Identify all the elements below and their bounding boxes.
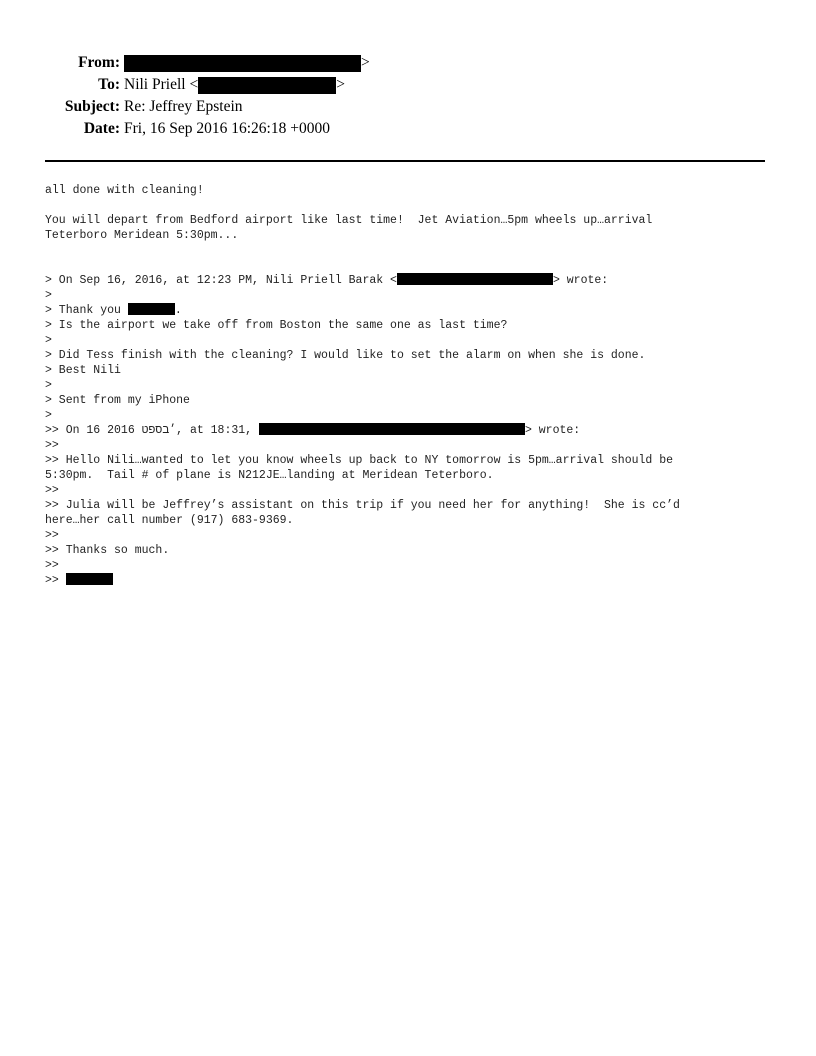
- quote-text: .: [174, 304, 182, 317]
- subject-label: Subject:: [64, 98, 120, 115]
- nested-quote-header-text: >> On 16 2016 ׳בספט, at 18:31,: [45, 424, 259, 437]
- nested-quoted-line: >> Hello Nili…wanted to let you know wheels up back to NY tomorrow is 5pm…arrival should be: [45, 454, 674, 467]
- redaction-block: [124, 55, 361, 72]
- from-row: [0, 52, 370, 74]
- redaction-block: [66, 573, 113, 585]
- nested-quoted-line: here…her call number (917) 683-9369.: [45, 514, 294, 527]
- subject-value: Re: Jeffrey Epstein: [124, 98, 243, 115]
- nested-quoted-line: >>: [45, 439, 59, 452]
- email-header: [0, 52, 370, 140]
- nested-quoted-line: >>: [45, 484, 59, 497]
- nested-quoted-line: 5:30pm. Tail # of plane is N212JE…landing at Meridean Teterboro.: [45, 469, 494, 482]
- email-body: [45, 183, 775, 588]
- redaction-block: [397, 273, 553, 285]
- nested-quoted-line: [45, 423, 775, 438]
- quoted-line: > Sent from my iPhone: [45, 394, 190, 407]
- to-row: [0, 74, 370, 96]
- redaction-block: [259, 423, 525, 435]
- subject-row: [0, 96, 370, 118]
- nested-quoted-line: >>: [45, 559, 59, 572]
- header-divider: [45, 160, 765, 162]
- quoted-line: > Is the airport we take off from Boston the same one as last time?: [45, 319, 508, 332]
- nested-quote-header-suffix: > wrote:: [524, 424, 581, 437]
- nested-quote-text: >>: [45, 574, 66, 587]
- quoted-line: [45, 303, 775, 318]
- quoted-line: >: [45, 409, 52, 422]
- quoted-line: > Did Tess finish with the cleaning? I would like to set the alarm on when she is done.: [45, 349, 646, 362]
- to-suffix: >: [336, 76, 345, 93]
- from-label: From:: [78, 54, 120, 71]
- body-line: Teterboro Meridean 5:30pm...: [45, 229, 239, 242]
- to-label: To:: [98, 76, 120, 93]
- nested-quoted-line: >> Julia will be Jeffrey’s assistant on this trip if you need her for anything! She is cc’d: [45, 499, 680, 512]
- quoted-line: >: [45, 334, 52, 347]
- nested-quoted-line: [45, 573, 775, 588]
- quoted-line: [45, 273, 775, 288]
- quoted-line: >: [45, 289, 52, 302]
- body-line: all done with cleaning!: [45, 184, 204, 197]
- nested-quoted-line: >>: [45, 529, 59, 542]
- date-label: Date:: [83, 120, 120, 137]
- body-line: You will depart from Bedford airport like last time! Jet Aviation…5pm wheels up…arrival: [45, 214, 653, 227]
- quoted-line: >: [45, 379, 52, 392]
- date-row: [0, 118, 370, 140]
- nested-quoted-line: >> Thanks so much.: [45, 544, 170, 557]
- redaction-block: [198, 77, 336, 94]
- quote-text: > Thank you: [45, 304, 128, 317]
- redaction-block: [128, 303, 175, 315]
- to-name: Nili Priell <: [124, 76, 199, 93]
- date-value: Fri, 16 Sep 2016 16:26:18 +0000: [124, 120, 330, 137]
- from-suffix: >: [361, 54, 370, 71]
- quote-header-suffix: > wrote:: [552, 274, 609, 287]
- quoted-line: > Best Nili: [45, 364, 121, 377]
- quote-header-text: > On Sep 16, 2016, at 12:23 PM, Nili Priell Barak <: [45, 274, 397, 287]
